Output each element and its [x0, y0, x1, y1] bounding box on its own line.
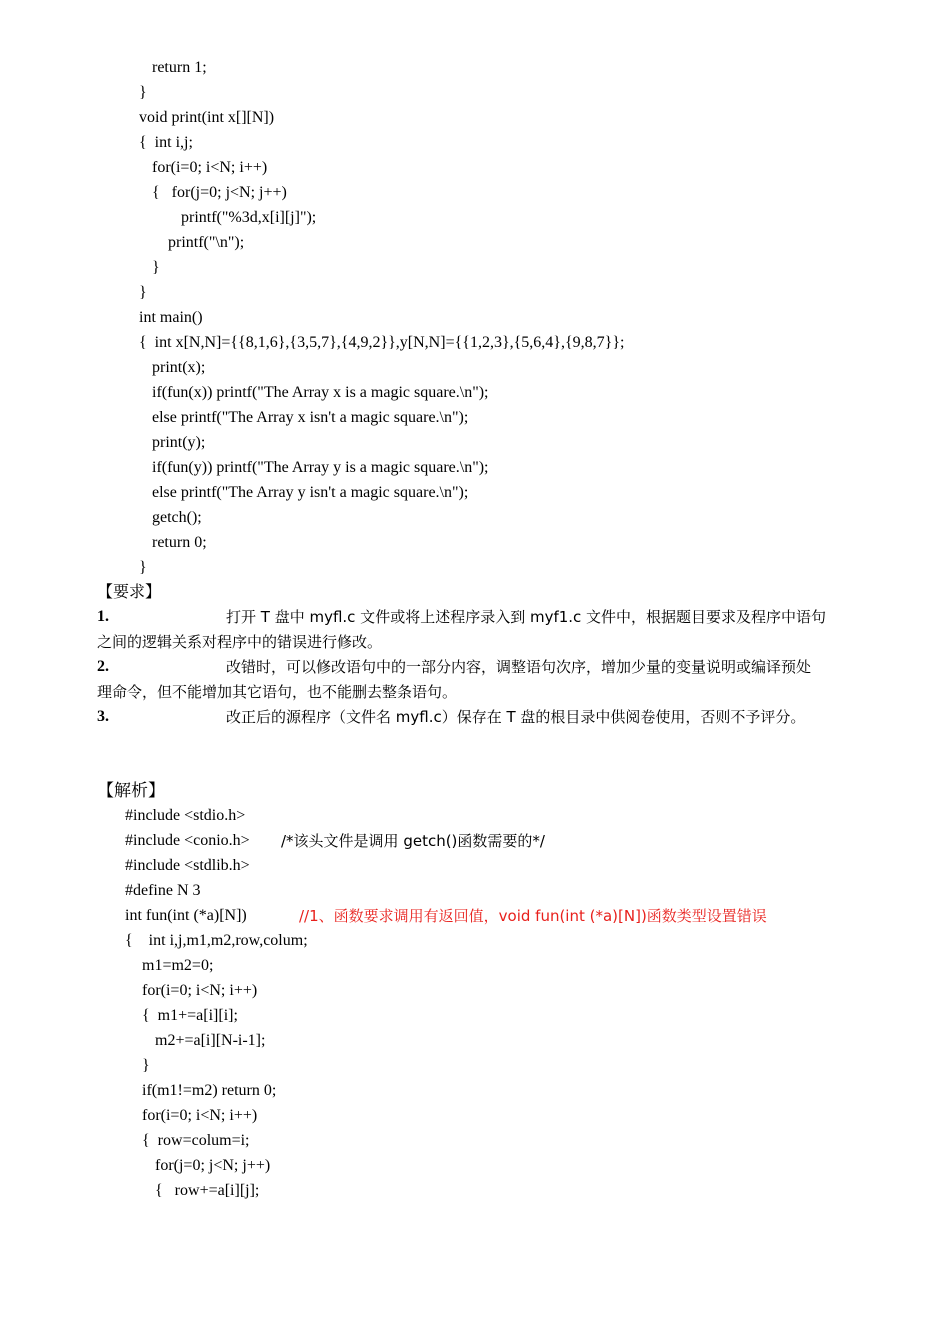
- code-line: }: [139, 84, 147, 101]
- code-line: }: [139, 284, 147, 301]
- code-line: for(i=0; i<N; i++): [152, 159, 268, 176]
- code-line: getch();: [152, 509, 202, 526]
- code-line: else printf("The Array y isn't a magic square.\n");: [152, 484, 469, 501]
- code-line: print(x);: [152, 359, 206, 376]
- analysis-heading: 【解析】: [97, 781, 165, 801]
- code-line: { int i,j;: [139, 134, 193, 151]
- code-line: { row+=a[i][j];: [155, 1182, 260, 1199]
- requirement-text: 理命令，但不能增加其它语句，也不能删去整条语句。: [97, 683, 458, 701]
- code-line: printf("\n");: [168, 234, 245, 251]
- code-line: m1=m2=0;: [142, 957, 214, 974]
- requirement-number: 3.: [97, 708, 109, 725]
- code-line: #define N 3: [125, 882, 201, 899]
- code-line: #include <stdio.h>: [125, 807, 246, 824]
- code-line: #include <stdlib.h>: [125, 857, 250, 874]
- code-line: m2+=a[i][N-i-1];: [155, 1032, 266, 1049]
- code-line: }: [152, 259, 160, 276]
- code-line: #include <conio.h>: [125, 832, 250, 849]
- code-line: return 1;: [152, 59, 207, 76]
- code-line: { int x[N,N]={{8,1,6},{3,5,7},{4,9,2}},y[N,N]={{1,2,3},{5,6,4},{9,8,7}};: [139, 334, 625, 351]
- code-line: if(m1!=m2) return 0;: [142, 1082, 277, 1099]
- requirements-heading: 【要求】: [97, 582, 162, 601]
- requirement-text: 打开 T 盘中 myfl.c 文件或将上述程序录入到 myf1.c 文件中，根据题目要求及程序中语句: [226, 608, 827, 626]
- requirement-number: 1.: [97, 608, 109, 625]
- code-line: for(j=0; j<N; j++): [155, 1157, 271, 1174]
- code-line: return 0;: [152, 534, 207, 551]
- code-line: for(i=0; i<N; i++): [142, 982, 258, 999]
- code-line: else printf("The Array x isn't a magic square.\n");: [152, 409, 469, 426]
- requirement-text: 改正后的源程序（文件名 myfl.c）保存在 T 盘的根目录中供阅卷使用，否则不予评分。: [226, 708, 806, 726]
- code-line: for(i=0; i<N; i++): [142, 1107, 258, 1124]
- code-line: if(fun(x)) printf("The Array x is a magic square.\n");: [152, 384, 489, 401]
- code-line: { m1+=a[i][i];: [142, 1007, 238, 1024]
- requirement-number: 2.: [97, 658, 109, 675]
- code-line: void print(int x[][N]): [139, 109, 275, 126]
- code-line: printf("%3d,x[i][j]");: [181, 209, 317, 226]
- requirement-text: 改错时，可以修改语句中的一部分内容，调整语句次序，增加少量的变量说明或编译预处: [226, 658, 812, 676]
- code-line: if(fun(y)) printf("The Array y is a magic square.\n");: [152, 459, 489, 476]
- code-comment: /*该头文件是调用 getch()函数需要的*/: [281, 832, 545, 850]
- code-line: }: [139, 559, 147, 576]
- code-line: { int i,j,m1,m2,row,colum;: [125, 932, 308, 949]
- error-comment: //1、函数要求调用有返回值，void fun(int (*a)[N])函数类型设置错误: [299, 907, 767, 925]
- requirement-text: 之间的逻辑关系对程序中的错误进行修改。: [97, 633, 383, 651]
- code-line: { for(j=0; j<N; j++): [152, 184, 287, 201]
- code-line: { row=colum=i;: [142, 1132, 250, 1149]
- code-line: int fun(int (*a)[N]): [125, 907, 247, 924]
- code-line: }: [142, 1057, 150, 1074]
- code-line: print(y);: [152, 434, 206, 451]
- code-line: int main(): [139, 309, 203, 326]
